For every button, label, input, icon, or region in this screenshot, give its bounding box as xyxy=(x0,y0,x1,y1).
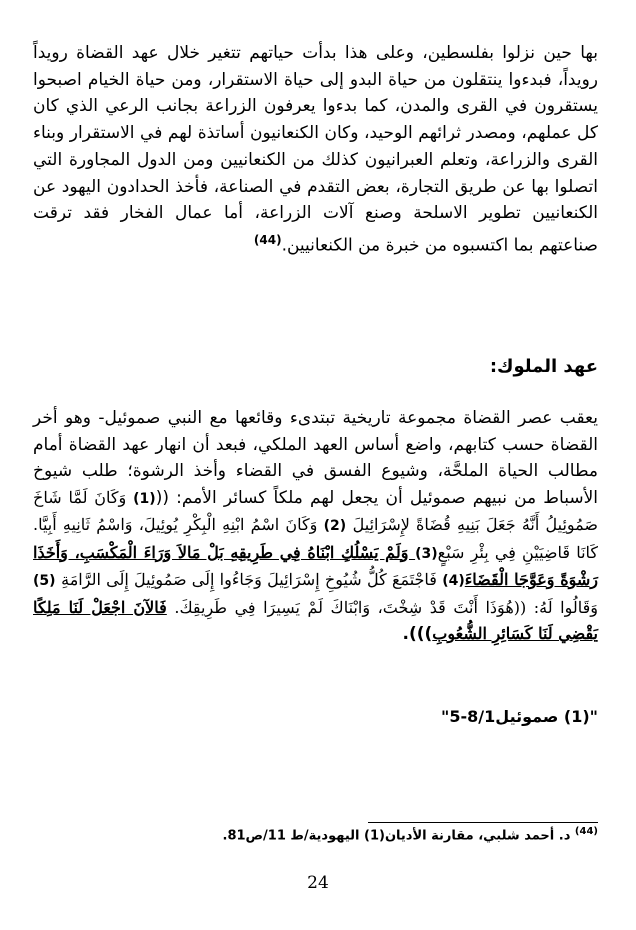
footnote-number: (44) xyxy=(574,826,598,837)
verse-text: وَكَانَ لَمَّا شَاخَ صَمُوئِيلُ أَنَّهُ جَعَلَ بَنِيهِ قُضَاةً لإِسْرَائِيلَ xyxy=(33,487,599,534)
verse-text-emphasized: وَلَمْ يَسْلُكِ ابْنَاهُ فِي طَرِيقِهِ بَلْ مَالاَ وَرَاءَ الْمَكْسَبِ، وَأَخَذَا رَشْوَةً وَعَوَّجَا الْقَضَاءَ xyxy=(33,542,599,589)
footnote xyxy=(223,826,599,843)
page-number: 24 xyxy=(307,873,329,893)
quote-close: ))). xyxy=(402,624,433,644)
verse-number: (5) xyxy=(33,573,56,589)
footnote-divider xyxy=(368,822,598,823)
verse-number: (4) xyxy=(442,573,465,589)
verse-text-emphasized: فَالآنَ اجْعَلْ لَنَا مَلِكًا يَقْضِي لَنَا كَسَائِرِ الشُّعُوبِ xyxy=(33,597,598,643)
section-heading: عهد الملوك: xyxy=(489,356,598,377)
paragraph-kings-era xyxy=(33,405,598,648)
footnote-reference: (44) xyxy=(253,232,282,247)
verse-text: وَقَالُوا لَهُ: ((هُوَذَا أَنْتَ قَدْ شِخْتَ، وَابْنَاكَ لَمْ يَسِيرَا فِي طَرِيقِكَ. xyxy=(166,597,599,617)
verse-text: فَاجْتَمَعَ كُلُّ شُيُوخِ إِسْرَائِيلَ وَجَاءُوا إِلَى صَمُوئِيلَ إِلَى الرَّامَةِ xyxy=(61,570,443,589)
intro-text: يعقب عصر القضاة مجموعة تاريخية تبتدىء وقائعها مع النبي صموئيل- وهو أخر القضاة حسب كتابهم، واضع أساس العهد الملكي، فبعد أن انهار عهد القضاة أمام مطالب الحياة الملحَّة، وشيوع الفسق في القضاء وأخذ الرشوة؛ طلب شيوخ الأسباط من نبيهم صموئيل أن يجعل لهم ملكاً كسائر الأمم: (( xyxy=(33,408,598,508)
verse-number: (2) xyxy=(323,518,347,534)
verse-text: وَكَانَ اسْمُ ابْنِهِ الْبِكْرِ يُوئِيلَ، وَاسْمُ ثَانِيهِ أَبِيَّا. كَانَا قَاضِيَيْنِ فِي بِئْرِ سَبْعٍ xyxy=(33,515,599,562)
footnote-text: د. أحمد شلبي، مقارنة الأديان(1) اليهودية/ط 11/ص81. xyxy=(222,828,575,844)
paragraph-text: بها حين نزلوا بفلسطين، وعلى هذا بدأت حياتهم تتغير خلال عهد القضاة رويداً رويداً، فبدءوا ينتقلون من حياة البدو إلى حياة الاستقرار، ومن حياة الخيام اصبحوا يستقرون في القرى والمدن، كما بدءوا يعرفون الزراعة بجانب الرعي الذي كان كل عملهم، ومصدر ثرائهم الوحيد، وكان الكنعانيون أساتذة لهم في الاستقرار وبناء القرى والزراعة، وتعلم العبرانيون كذلك من الكنعانيين ومن الدول المجاورة التي اتصلوا بها عن طريق التجارة، بعض التقدم في الصناعة، فأخذ الحدادون اليهود عن الكنعانيين تطوير الاسلحة وصنع آلات الزراعة، أما عمال الفخار فقد ترقت صناعتهم بما اكتسبوه من خبرة من الكنعانيين. xyxy=(33,43,598,256)
scripture-citation: "(1) صموئيل8/1-5" xyxy=(441,707,598,726)
verse-number: (1) xyxy=(133,490,156,507)
verse-number: (3) xyxy=(415,545,438,562)
paragraph-judges-era xyxy=(33,40,598,259)
